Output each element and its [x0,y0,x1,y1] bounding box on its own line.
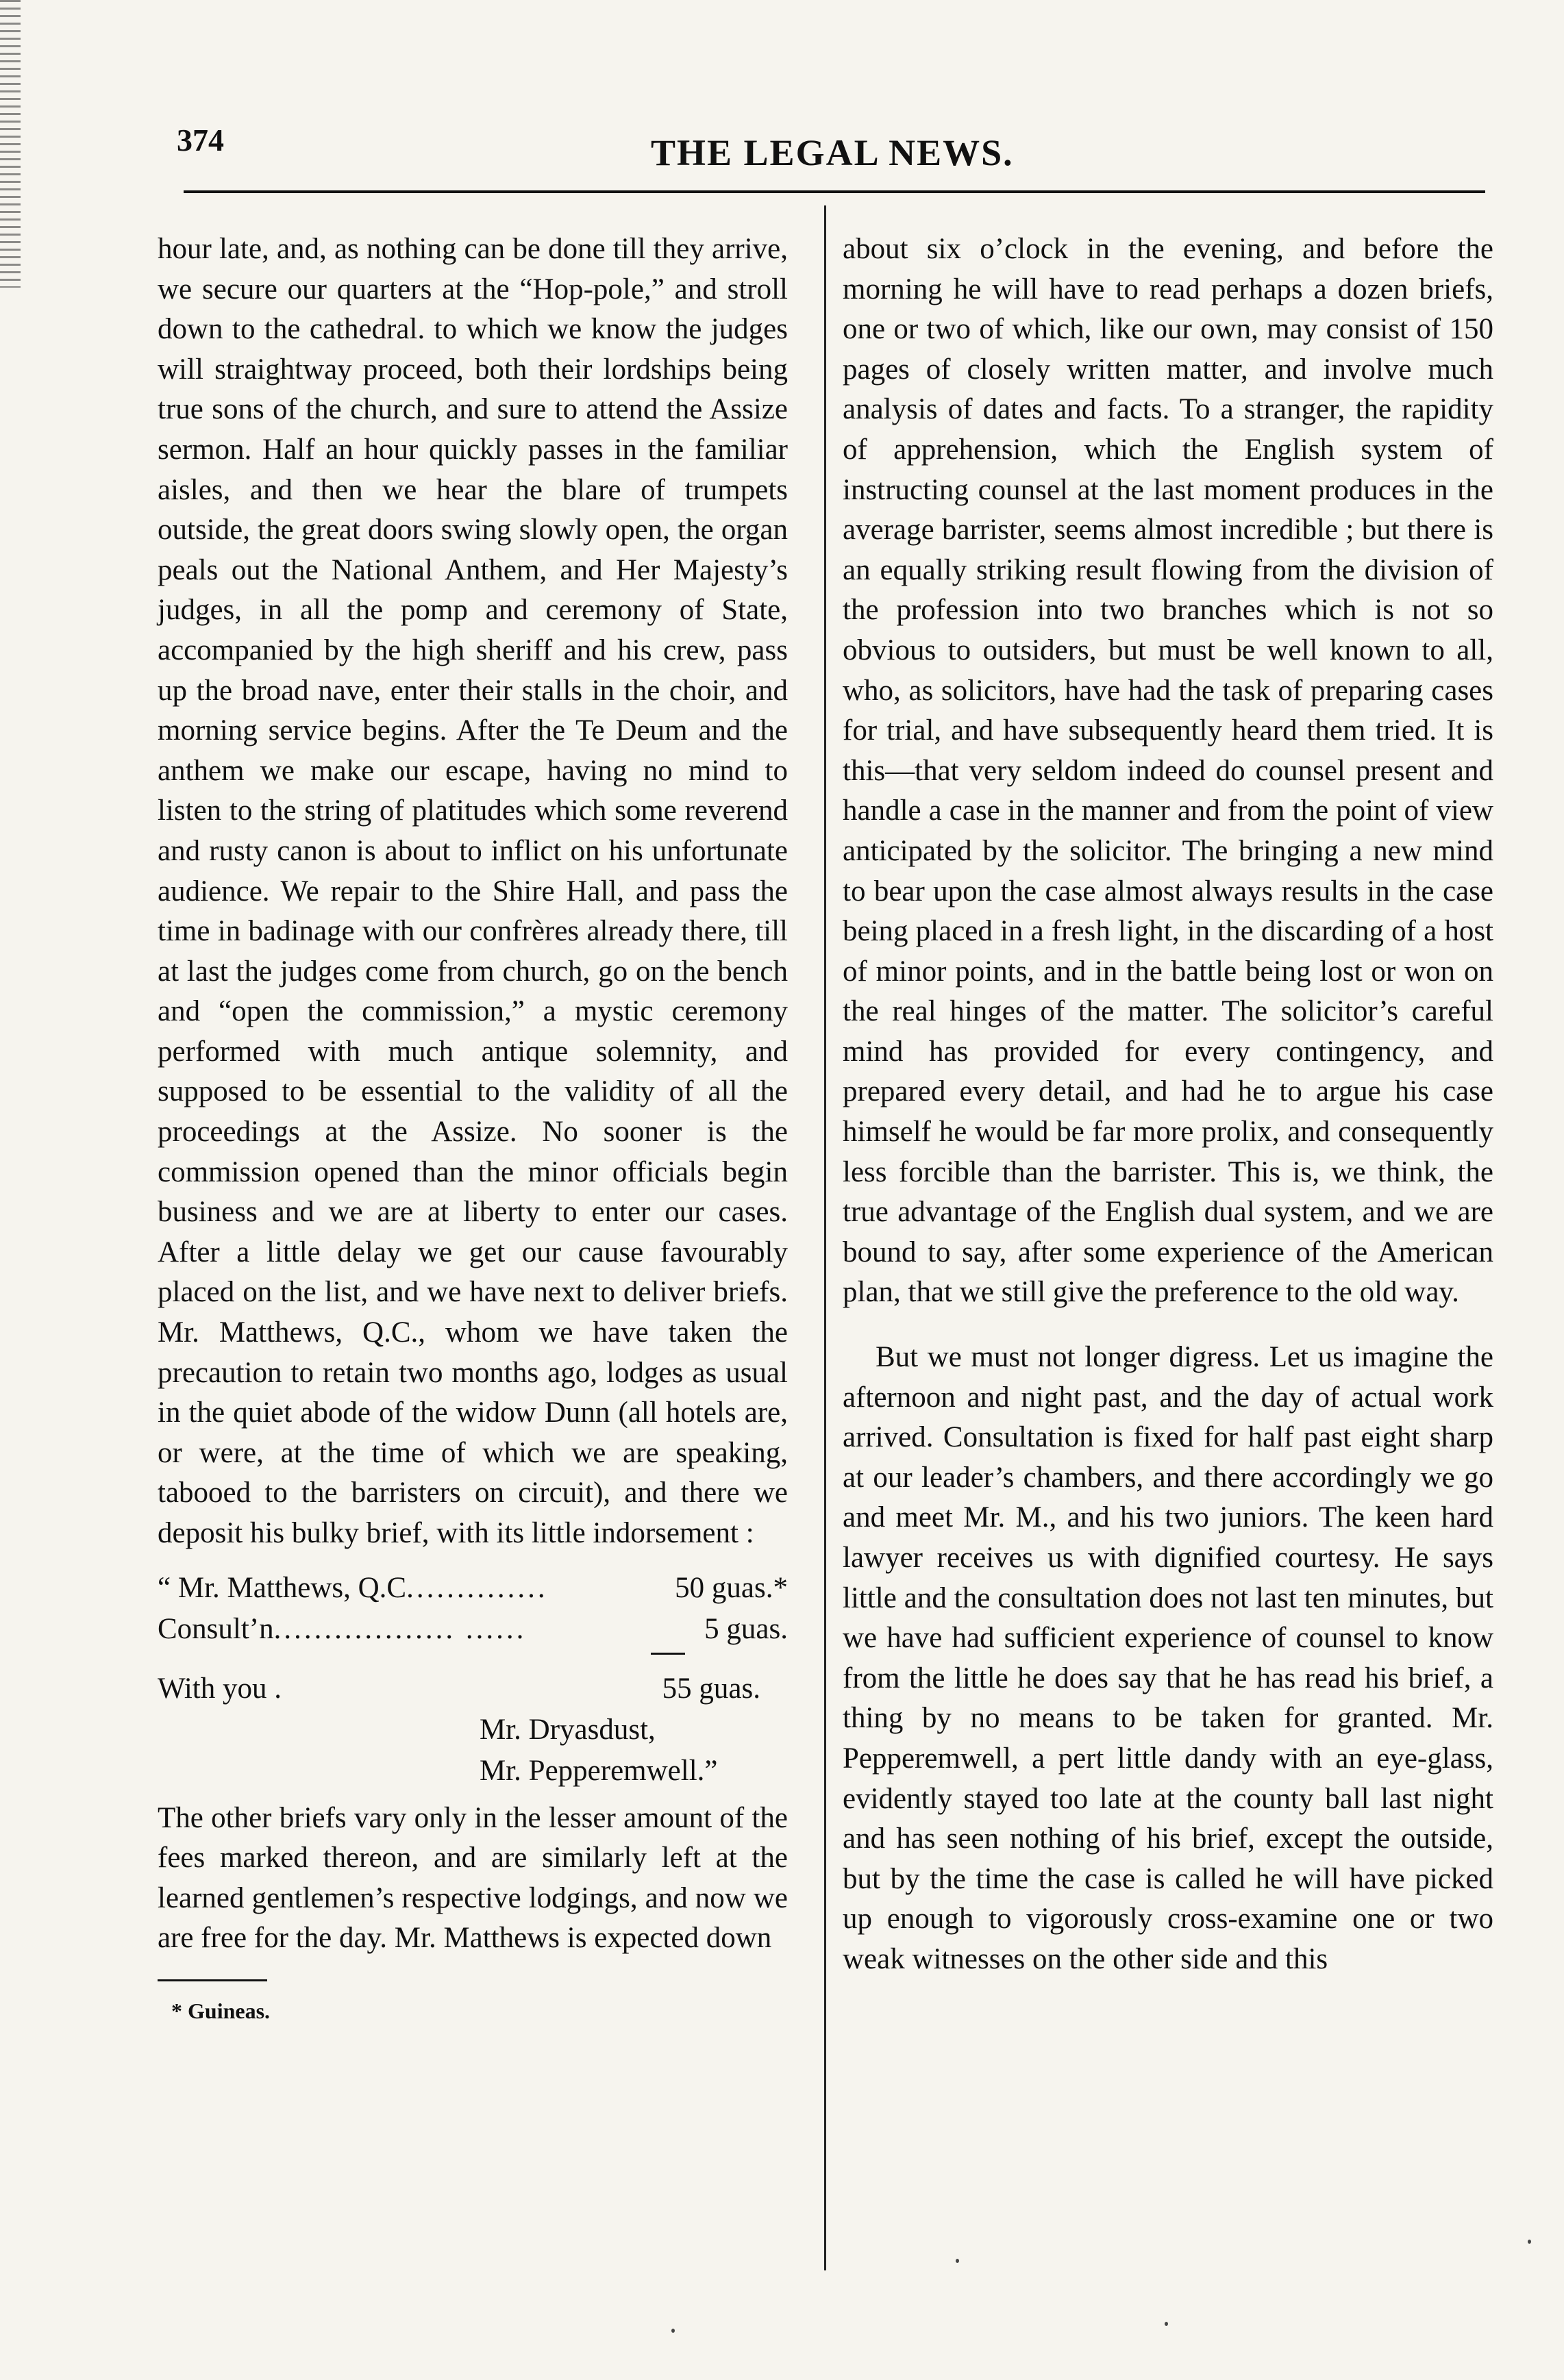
left-column [158,229,788,2031]
total-rule [651,1653,685,1655]
signature-dryasdust: Mr. Dryasdust, [480,1713,656,1746]
header-rule [184,190,1485,193]
fee-amount-matthews: 50 guas.* [675,1571,788,1604]
page-number: 374 [177,123,224,158]
running-head: THE LEGAL NEWS. [651,132,1014,173]
right-paragraph-1: about six o’clock in the evening, and before the morning he will have to read perhaps a dozen briefs, one or two of which, like our own, may consist of 150 pages of closely written matter, and involve much analysis of dates and facts. To a stranger, the rapidity of apprehension, which the English system of instructing counsel at the last moment produces in the average barrister, seems almost incredible ; but there is an equally striking result flowing from the division of the profession into two branches which is not so obvious to outsiders, but must be well known to all, who, as solicitors, have had the task of preparing cases for trial, and have subsequently heard them tried. It is this—that very seldom indeed do counsel present and handle a case in the manner and from the point of view anticipated by the solicitor. The bringing a new mind to bear upon the case almost always results in the case being placed in a fresh light, in the discarding of a host of minor points, and in the battle being lost or won on the real hinges of the matter. The solicitor’s careful mind has provided for every contingency, and prepared every detail, and had he to argue his case himself he would be far more prolix, and consequently less forcible than the barrister. This is, we think, the true advantage of the English dual system, and we are bound to say, after some experience of the American plan, that we still give the preference to the old way. [843,233,1493,1309]
scan-edge-marks [0,0,21,288]
fee-label-matthews: “ Mr. Matthews, Q.C [158,1571,407,1604]
fee-row-matthews [158,1568,788,1609]
fee-indorsement [158,1568,788,1792]
left-paragraph-1: hour late, and, as nothing can be done till they arrive, we secure our quarters at the “Hop-pole,” and stroll down to the cathedral. to which we know the judges will straightway proceed, both their lordships being true sons of the church, and sure to attend the Assize sermon. Half an hour quickly passes in the familiar aisles, and then we hear the blare of trumpets outside, the great doors swing slowly open, the organ peals out the National Anthem, and Her Majesty’s judges, in all the pomp and ceremony of State, accompanied by the high sheriff and his crew, pass up the broad nave, enter their stalls in the choir, and morning service begins. After the Te Deum and the anthem we make our escape, having no mind to listen to the string of platitudes which some reverend and rusty canon is about to inflict on his unfortunate audience. We repair to the Shire Hall, and pass the time in badinage with our confrères already there, till at last the judges come from church, go on the bench and “open the commission,” a mystic ceremony performed with much antique solemnity, and supposed to be essential to the validity of all the proceedings at the Assize. No sooner is the commission opened than the minor officials begin business and we are at liberty to enter our cases. After a little delay we get our cause favourably placed on the list, and we have next to deliver briefs. Mr. Matthews, Q.C., whom we have taken the precaution to retain two months ago, lodges as usual in the quiet abode of the widow Dunn (all hotels are, or were, at the time of which we are speaking, tabooed to the barristers on circuit), and there we deposit his bulky brief, with its little indorsement : [158,233,788,1549]
signature-pepperemwell: Mr. Pepperemwell.” [480,1754,718,1787]
fee-dots: .............. [406,1571,548,1604]
with-you-label: With you . [158,1672,282,1705]
right-column [843,229,1493,1980]
fee-dots: .................. ...... [273,1612,527,1645]
footnote: * Guineas. [171,1998,271,2023]
fee-row-consultation [158,1609,788,1650]
fee-amount-consultation: 5 guas. [704,1612,788,1645]
left-paragraph-2: The other briefs vary only in the lesser amount of the fees marked thereon, and are similarly left at the learned gentlemen’s respective lodgings, and now we are free for the day. Mr. Matthews is expected down [158,1801,788,1955]
fee-label-consultation: Consult’n [158,1612,274,1645]
footnote-rule [158,1979,267,1981]
with-you-row [158,1668,788,1709]
column-divider [824,205,826,2270]
fee-total: 55 guas. [662,1672,760,1705]
right-paragraph-2: But we must not longer digress. Let us imagine the afternoon and night past, and the day of actual work arrived. Consultation is fixed for half past eight sharp at our leader’s chambers, and there accordingly we go and meet Mr. M., and his two juniors. The keen hard lawyer receives us with dignified courtesy. He says little and the consultation does not last ten minutes, but we have had sufficient experience of counsel to know from the little he does say that he has read his brief, a thing by no means to be taken for granted. Mr. Pepperemwell, a pert little dandy with an eye-glass, evidently stayed too late at the county ball last night and has seen nothing of his brief, except the outside, but by the time the case is called he will have picked up enough to vigorously cross-examine one or two weak witnesses on the other side and this [843,1341,1493,1975]
